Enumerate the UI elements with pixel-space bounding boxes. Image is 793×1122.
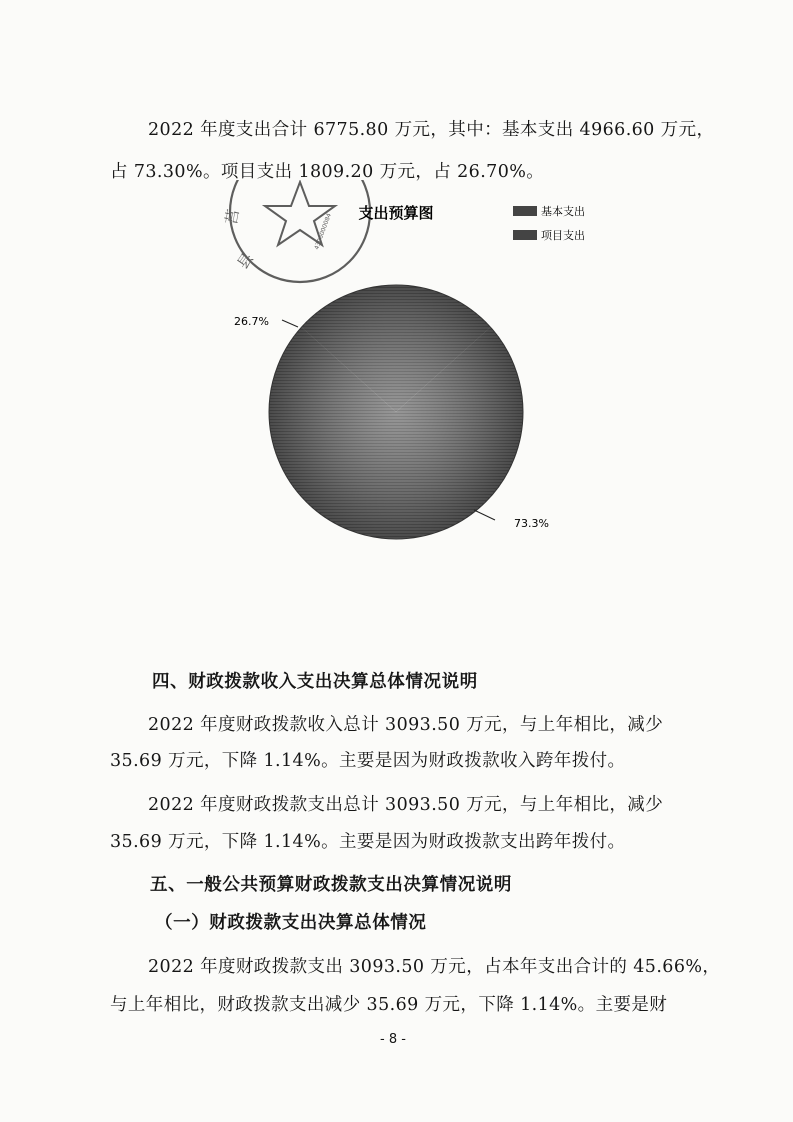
legend-label-project: 项目支出 — [541, 229, 585, 242]
paragraph-income-change: 35.69 万元，下降 1.14%。主要是因为财政拨款收入跨年拨付。 — [110, 751, 626, 771]
svg-text:4306000084: 4306000084 — [313, 212, 333, 251]
paragraph-expense-total: 2022 年度财政拨款支出总计 3093.50 万元，与上年相比，减少 — [148, 795, 664, 815]
official-seal-stamp — [222, 180, 370, 282]
paragraph-expenditure-split: 占 73.30%。项目支出 1809.20 万元，占 26.70%。 — [110, 162, 545, 182]
paragraph-appropriation-change: 与上年相比，财政拨款支出减少 35.69 万元，下降 1.14%。主要是财 — [110, 995, 668, 1015]
chart-legend — [513, 204, 585, 242]
paragraph-appropriation-share: 2022 年度财政拨款支出 3093.50 万元，占本年支出合计的 45.66%， — [148, 957, 721, 977]
paragraph-expense-change: 35.69 万元，下降 1.14%。主要是因为财政拨款支出跨年拨付。 — [110, 832, 626, 852]
svg-text:莒: 莒 — [222, 207, 243, 226]
legend-label-basic: 基本支出 — [541, 205, 585, 218]
chart-title: 支出预算图 — [358, 204, 434, 222]
pie-value-label: 26.7% — [234, 315, 269, 328]
section-heading-5: 五、一般公共预算财政拨款支出决算情况说明 — [150, 875, 512, 895]
legend-swatch-project — [513, 230, 537, 240]
page-number: - 8 - — [380, 1032, 406, 1047]
expenditure-pie-chart — [0, 180, 793, 550]
pie-outline — [269, 285, 523, 539]
pie-value-label: 73.3% — [514, 517, 549, 530]
paragraph-income-total: 2022 年度财政拨款收入总计 3093.50 万元，与上年相比，减少 — [148, 715, 664, 735]
subsection-heading-1: （一）财政拨款支出决算总体情况 — [155, 913, 427, 933]
pie-leader-line — [474, 510, 495, 520]
legend-swatch-basic — [513, 206, 537, 216]
svg-text:县: 县 — [233, 249, 257, 273]
section-heading-4: 四、财政拨款收入支出决算总体情况说明 — [152, 672, 478, 692]
pie — [234, 285, 549, 539]
pie-leader-line — [282, 320, 298, 327]
paragraph-expenditure-total: 2022 年度支出合计 6775.80 万元，其中：基本支出 4966.60 万元， — [148, 120, 715, 140]
